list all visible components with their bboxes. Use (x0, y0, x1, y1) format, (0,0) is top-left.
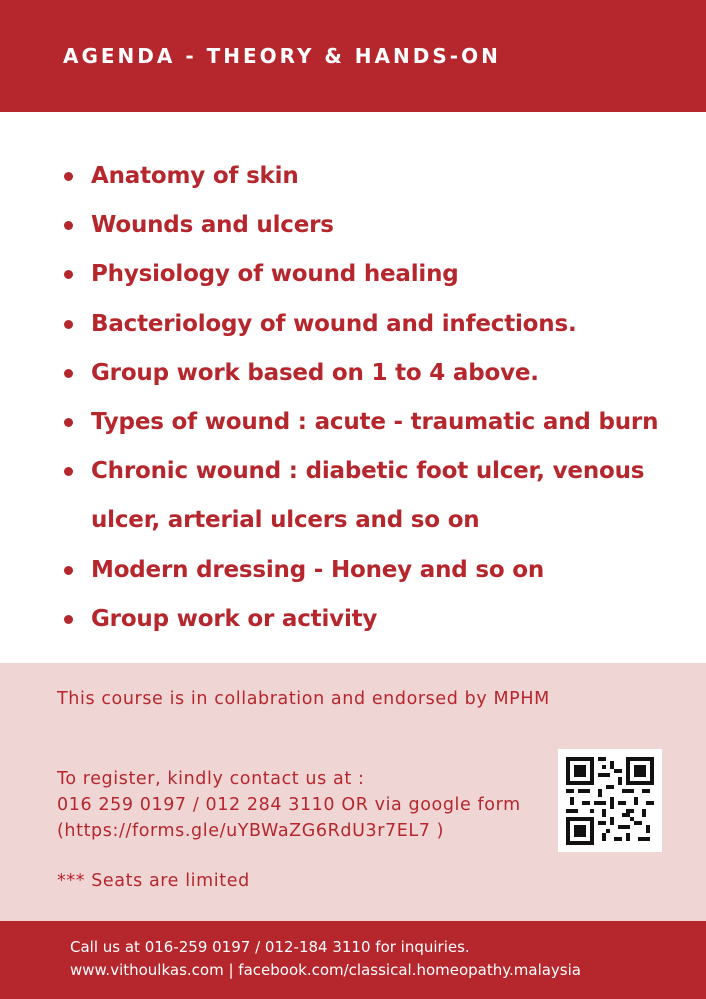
bullet-icon (64, 418, 73, 427)
agenda-section (0, 112, 706, 663)
bullet-icon (64, 467, 73, 476)
bullet-icon (64, 615, 73, 624)
agenda-item-modern-dressing (62, 546, 682, 595)
agenda-item-label: Physiology of wound healing (91, 261, 459, 288)
agenda-item-bacteriology (62, 300, 682, 349)
agenda-list (62, 152, 682, 644)
registration-block (57, 766, 521, 844)
agenda-item-chronic-wound (62, 447, 682, 545)
bullet-icon (64, 566, 73, 575)
agenda-item-label: Types of wound : acute - traumatic and burn (91, 409, 659, 436)
agenda-item-physiology (62, 250, 682, 299)
header-banner (0, 0, 706, 112)
footer-contact: Call us at 016-259 0197 / 012-184 3110 for inquiries. (70, 938, 470, 956)
endorsement-text: This course is in collabration and endorsed by MPHM (57, 689, 550, 709)
agenda-item-wound-types (62, 398, 682, 447)
agenda-item-label-continued: ulcer, arterial ulcers and so on (91, 507, 480, 534)
seats-note: *** Seats are limited (57, 871, 250, 891)
register-intro: To register, kindly contact us at : (57, 769, 365, 789)
agenda-item-anatomy (62, 152, 682, 201)
info-section (0, 663, 706, 921)
agenda-item-label: Modern dressing - Honey and so on (91, 556, 545, 583)
page-title: AGENDA - THEORY & HANDS-ON (63, 44, 501, 68)
qr-code-icon[interactable] (558, 749, 662, 852)
footer-links[interactable]: www.vithoulkas.com | facebook.com/classical.homeopathy.malaysia (70, 961, 581, 979)
agenda-item-label: Chronic wound : diabetic foot ulcer, venous (91, 458, 645, 485)
footer-banner (0, 921, 706, 999)
bullet-icon (64, 320, 73, 329)
agenda-item-group-work (62, 349, 682, 398)
bullet-icon (64, 221, 73, 230)
bullet-icon (64, 369, 73, 378)
bullet-icon (64, 270, 73, 279)
register-form-link[interactable]: (https://forms.gle/uYBWaZG6RdU3r7EL7 ) (57, 821, 445, 841)
agenda-item-label: Group work based on 1 to 4 above. (91, 359, 539, 386)
agenda-item-label: Wounds and ulcers (91, 212, 334, 239)
register-phones[interactable]: 016 259 0197 / 012 284 3110 OR via google form (57, 795, 521, 815)
agenda-item-label: Bacteriology of wound and infections. (91, 310, 577, 337)
agenda-item-label: Anatomy of skin (91, 163, 299, 189)
agenda-item-wounds (62, 201, 682, 250)
bullet-icon (64, 172, 73, 181)
agenda-item-label: Group work or activity (91, 605, 378, 632)
agenda-item-activity (62, 595, 682, 644)
qr-code-graphic (566, 757, 654, 845)
